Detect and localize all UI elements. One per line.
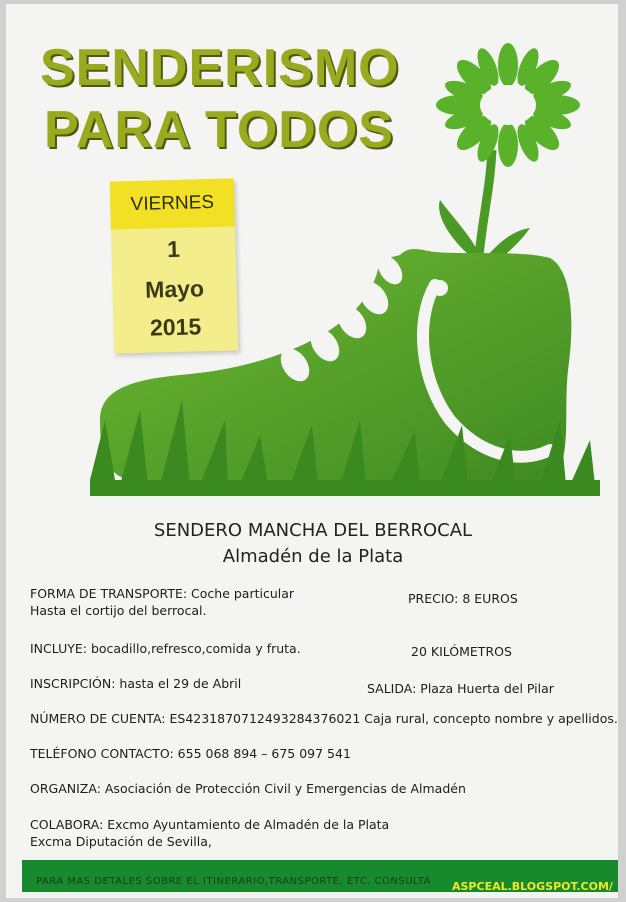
trail-name: SENDERO MANCHA DEL BERROCAL <box>153 520 473 541</box>
poster-title-line1: SENDERISMO <box>40 39 400 97</box>
date-year: 2015 <box>149 313 202 341</box>
price-info: PRECIO: 8 EUROS <box>408 591 518 606</box>
distance-info: 20 KILÓMETROS <box>411 644 512 659</box>
phone-info: TELÉFONO CONTACTO: 655 068 894 – 675 097 541 <box>30 746 351 761</box>
registration-info: INSCRIPCIÓN: hasta el 29 de Abril <box>30 676 242 691</box>
collaborator-info: COLABORA: Excmo Ayuntamiento de Almadén de la Plata <box>30 817 390 832</box>
date-weekday: VIERNES <box>110 178 235 229</box>
includes-info: INCLUYE: bocadillo,refresco,comida y fruta. <box>30 641 301 656</box>
date-note <box>110 178 238 353</box>
departure-info: SALIDA: Plaza Huerta del Pilar <box>367 681 554 696</box>
transport-info-line2: Hasta el cortijo del berrocal. <box>30 603 207 618</box>
account-info: NÚMERO DE CUENTA: ES4231870712493284376021 Caja rural, concepto nombre y apellidos. <box>30 711 618 726</box>
trail-location: Almadén de la Plata <box>222 546 404 567</box>
collaborator-info-line2: Excma Diputación de Sevilla, <box>30 834 212 849</box>
date-day: 1 <box>166 235 181 263</box>
poster-title-line2: PARA TODOS <box>44 101 394 159</box>
transport-info: FORMA DE TRANSPORTE: Coche particular <box>30 586 295 601</box>
date-month: Mayo <box>144 275 205 303</box>
footer-text: PARA MAS DETALES SOBRE EL ITINERARIO,TRANSPORTE, ETC. CONSULTA <box>36 876 431 887</box>
organizer-info: ORGANIZA: Asociación de Protección Civil y Emergencias de Almadén <box>30 781 466 796</box>
footer-blog-link[interactable]: ASPCEAL.BLOGSPOT.COM/ <box>452 880 613 893</box>
